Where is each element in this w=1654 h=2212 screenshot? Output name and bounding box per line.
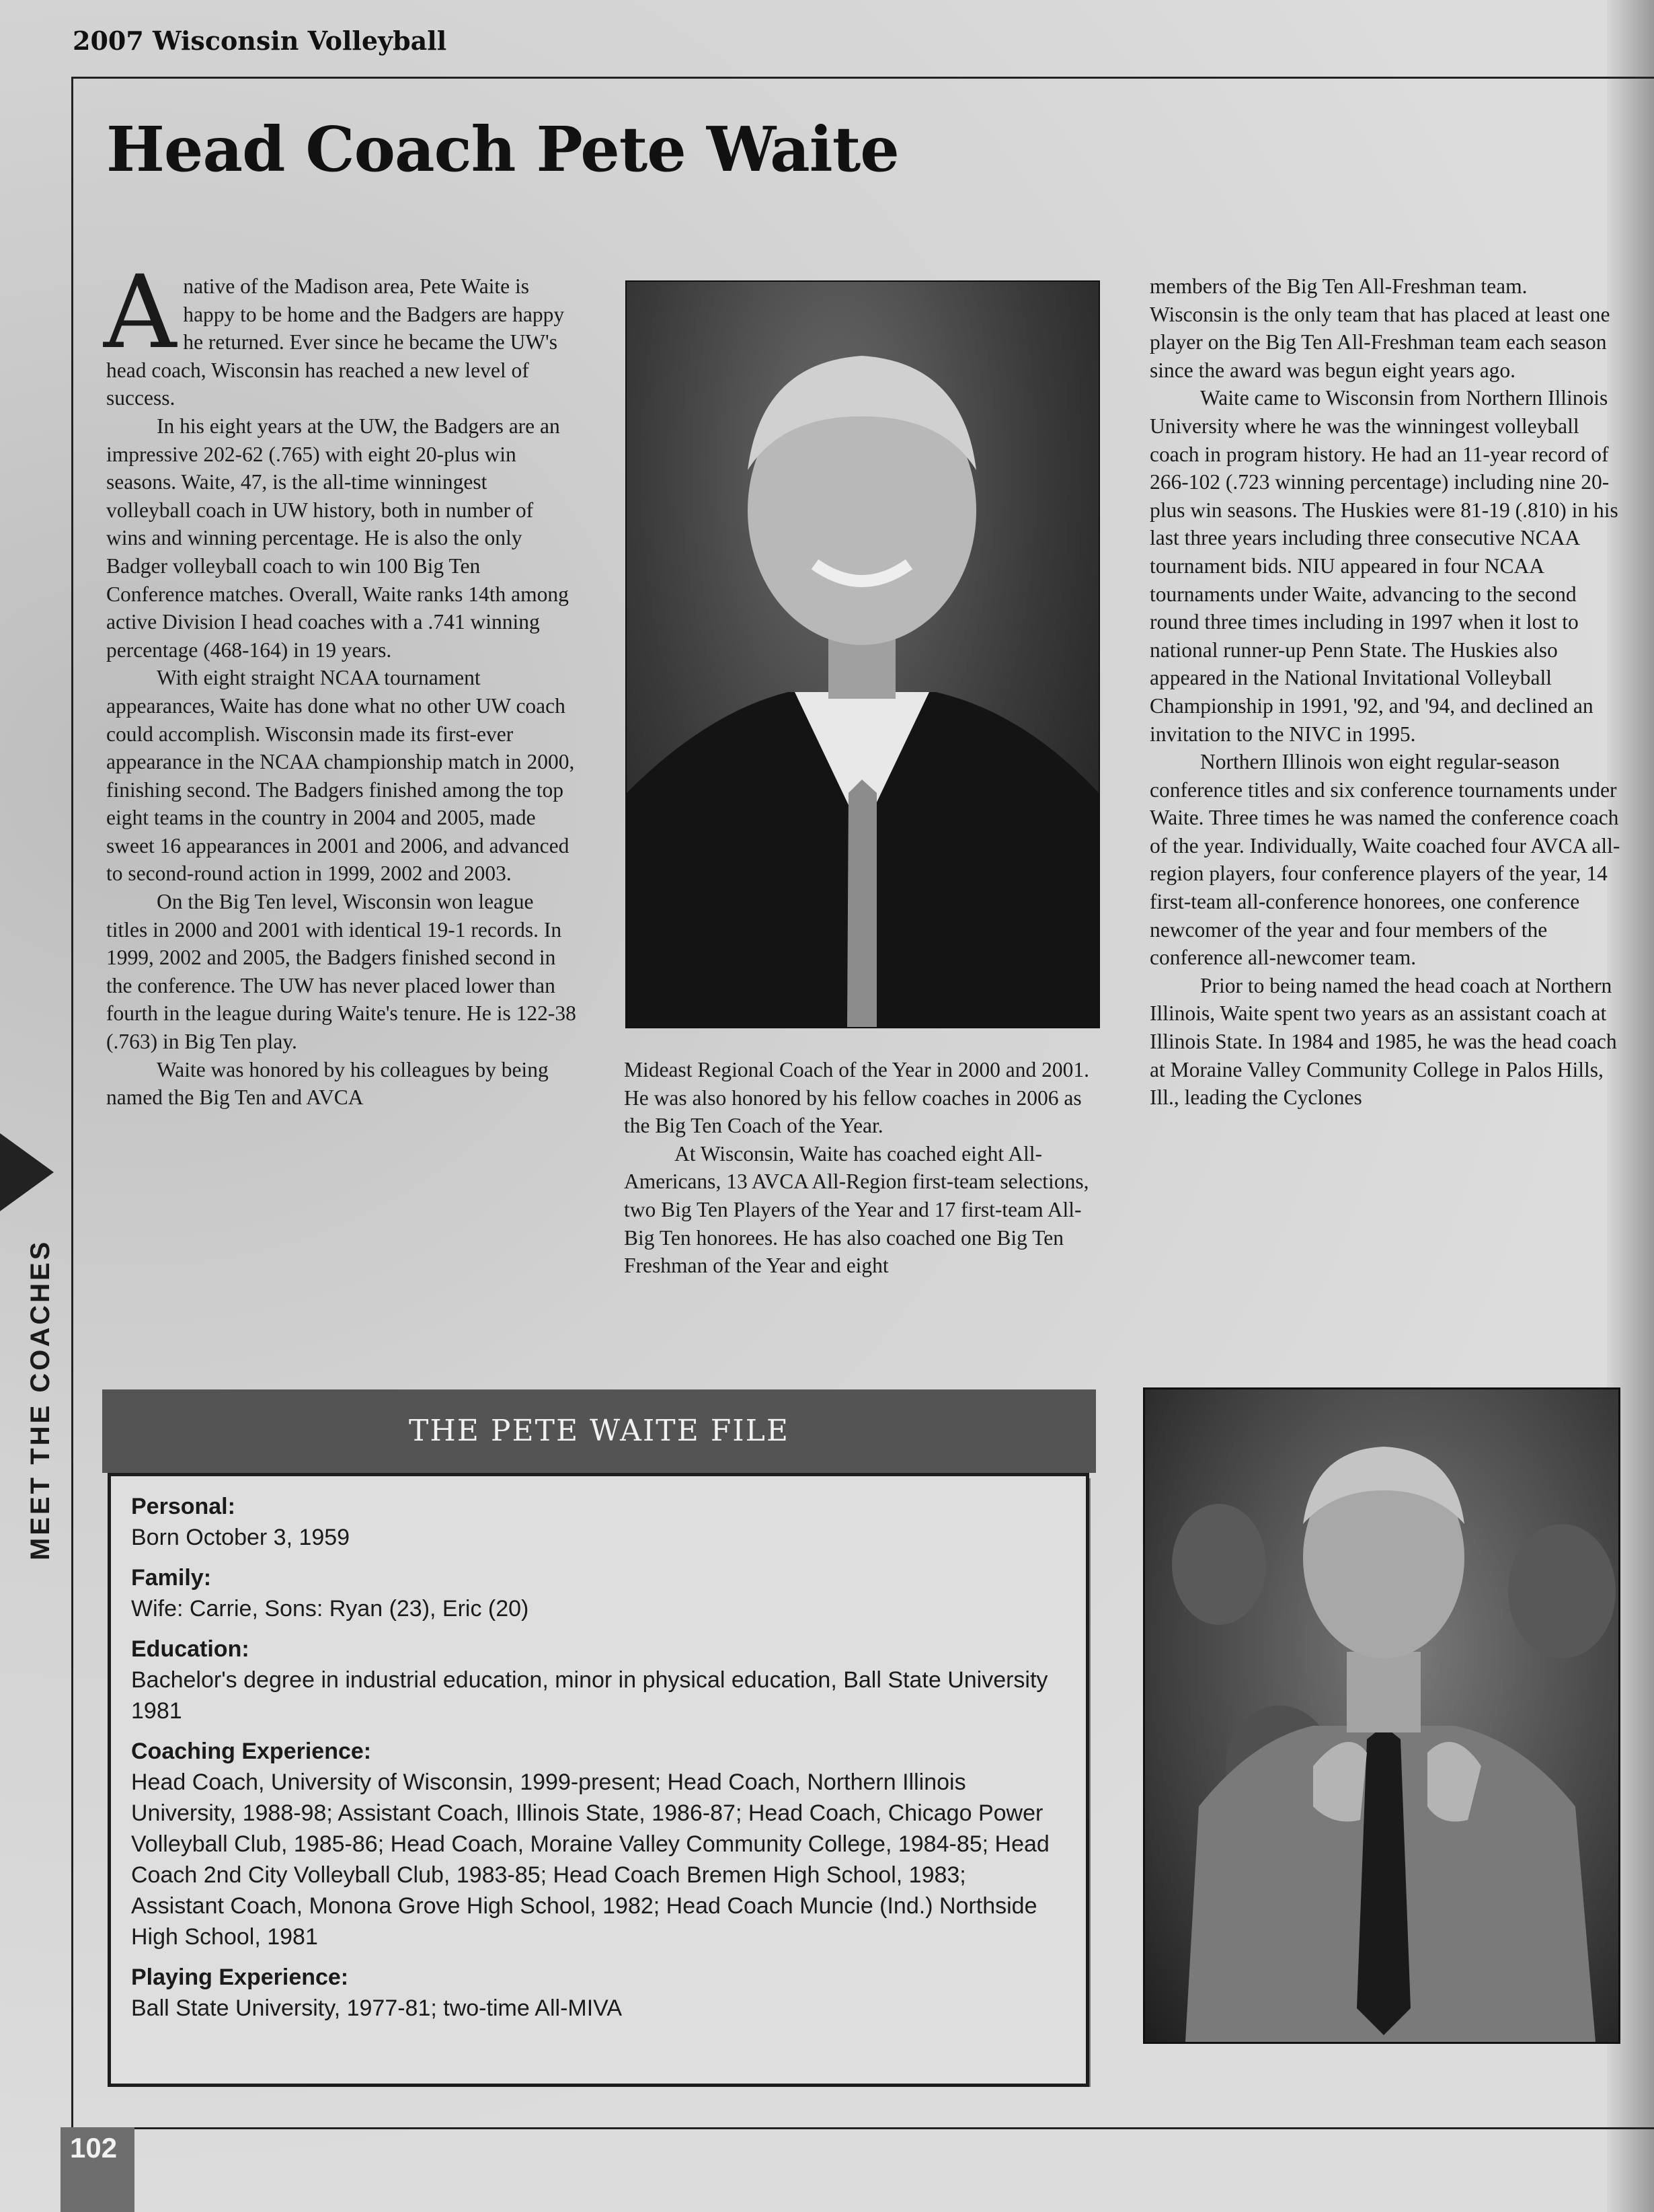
article-column-2 bbox=[624, 1056, 1095, 1280]
coach-file-box bbox=[102, 1389, 1096, 2042]
paragraph bbox=[104, 254, 577, 412]
page-number: 102 bbox=[70, 2132, 118, 2164]
file-label: Personal: bbox=[131, 1494, 235, 1519]
section-tab-label: MEET THE COACHES bbox=[26, 1239, 55, 1560]
paragraph: members of the Big Ten All-Freshman team. Wisconsin is the only team that has placed at least one player on the Big Ten All-Freshman team each season since the award was begun eight years ago. bbox=[1150, 274, 1610, 382]
file-text: Bachelor's degree in industrial education, minor in physical education, Ball State University 1981 bbox=[131, 1667, 1048, 1724]
paragraph: Prior to being named the head coach at Northern Illinois, Waite spent two years as an assistant coach at Illinois State. In 1984 and 1985, he was the head coach at Moraine Valley Community College in Palos Hills, Ill., leading the Cyclones bbox=[1150, 973, 1617, 1110]
file-text: Ball State University, 1977-81; two-time All-MIVA bbox=[131, 1995, 623, 2021]
action-photo-illustration bbox=[1145, 1389, 1618, 2042]
file-section-personal bbox=[131, 1491, 1059, 1553]
paragraph: Waite came to Wisconsin from Northern Illinois University where he was the winningest volleyball coach in program history. He had an 11-year record of 266-102 (.723 winning percentage) including nine 20-plus win seasons. The Huskies were 81-19 (.810) in his last three years including three consecutive NCAA tournament bids. NIU appeared in four NCAA tournaments under Waite, advancing to the second round three times including in 1997 when it lost to national runner-up Penn State. The Huskies also appeared in the National Invitational Volleyball Championship in 1991, '92, and '94, and declined an invitation to the NIVC in 1995. bbox=[1150, 386, 1618, 746]
side-tab-arrow-icon bbox=[0, 1133, 54, 1211]
file-label: Playing Experience: bbox=[131, 1965, 349, 1990]
article-column-1 bbox=[104, 254, 577, 1112]
portrait-illustration bbox=[627, 282, 1099, 1027]
file-label: Family: bbox=[131, 1565, 212, 1591]
running-head: 2007 Wisconsin Volleyball bbox=[73, 26, 447, 56]
article-column-3 bbox=[1150, 272, 1620, 1112]
frame-rule-top bbox=[71, 77, 1654, 79]
coach-portrait-photo bbox=[625, 280, 1100, 1028]
file-box-body bbox=[108, 1473, 1089, 2087]
file-section-coaching bbox=[131, 1736, 1059, 1952]
frame-rule-left bbox=[71, 77, 73, 2128]
paragraph: Mideast Regional Coach of the Year in 2000 and 2001. He was also honored by his fellow coaches in 2006 as the Big Ten Coach of the Year. bbox=[624, 1058, 1090, 1138]
file-text: Born October 3, 1959 bbox=[131, 1525, 350, 1550]
file-text: Wife: Carrie, Sons: Ryan (23), Eric (20) bbox=[131, 1596, 529, 1622]
paragraph: Northern Illinois won eight regular-season conference titles and six conference tournaments under Waite. Three times he was named the conference coach of the year. Individually, Waite coached four AVCA all-region players, four conference players of the year, 14 first-team all-conference honorees, one conference newcomer of the year and four members of the conference all-newcomer team. bbox=[1150, 750, 1620, 970]
file-section-playing bbox=[131, 1962, 1059, 2024]
paragraph: On the Big Ten level, Wisconsin won league titles in 2000 and 2001 with identical 19-1 records. In 1999, 2002 and 2005, the Badgers finished second in the conference. The UW has never placed lower than fourth in the league during Waite's tenure. He is 122-38 (.763) in Big Ten play. bbox=[106, 890, 576, 1054]
file-label: Coaching Experience: bbox=[131, 1739, 372, 1764]
page-title: Head Coach Pete Waite bbox=[106, 113, 899, 186]
coach-action-photo bbox=[1143, 1387, 1620, 2044]
file-section-education bbox=[131, 1634, 1059, 1726]
frame-rule-bottom bbox=[71, 2127, 1654, 2129]
file-label: Education: bbox=[131, 1636, 249, 1662]
file-section-family bbox=[131, 1562, 1059, 1624]
file-box-content bbox=[131, 1491, 1059, 2033]
paragraph: At Wisconsin, Waite has coached eight All-Americans, 13 AVCA All-Region first-team selections, two Big Ten Players of the Year and 17 first-team All-Big Ten honorees. He has also coached one Big Ten Freshman of the Year and eight bbox=[624, 1141, 1089, 1278]
paragraph: Waite was honored by his colleagues by being named the Big Ten and AVCA bbox=[106, 1057, 549, 1110]
drop-cap: A bbox=[104, 254, 177, 371]
paragraph: In his eight years at the UW, the Badgers are an impressive 202-62 (.765) with eight 20-plus win seasons. Waite, 47, is the all-time winningest volleyball coach in UW history, both in number of wins and winning percentage. He is also the only Badger volleyball coach to win 100 Big Ten Conference matches. Overall, Waite ranks 14th among active Division I head coaches with a .741 winning percentage (468-164) in 19 years. bbox=[106, 414, 569, 662]
paragraph: With eight straight NCAA tournament appearances, Waite has done what no other UW coach could accomplish. Wisconsin made its first-ever appearance in the NCAA championship match in 2000, finishing second. The Badgers finished among the top eight teams in the country in 2004 and 2005, made sweet 16 appearances in 2001 and 2006, and advanced to second-round action in 1999, 2002 and 2003. bbox=[106, 666, 575, 886]
file-box-header: THE PETE WAITE FILE bbox=[102, 1389, 1096, 1473]
file-text: Head Coach, University of Wisconsin, 1999-present; Head Coach, Northern Illinois University, 1988-98; Assistant Coach, Illinois State, 1986-87; Head Coach, Chicago Power Volleyball Club, 1985-86; Head Coach, Moraine Valley Community College, 1984-85; Head Coach 2nd City Volleyball Club, 1983-85; Head Coach Bremen High School, 1983; Assistant Coach, Monona Grove High School, 1982; Head Coach Muncie (Ind.) Northside High School, 1981 bbox=[131, 1769, 1050, 1950]
paragraph-text: native of the Madison area, Pete Waite is happy to be home and the Badgers are happy he returned. Ever since he became the UW's head coach, Wisconsin has reached a new level of success. bbox=[106, 274, 565, 410]
